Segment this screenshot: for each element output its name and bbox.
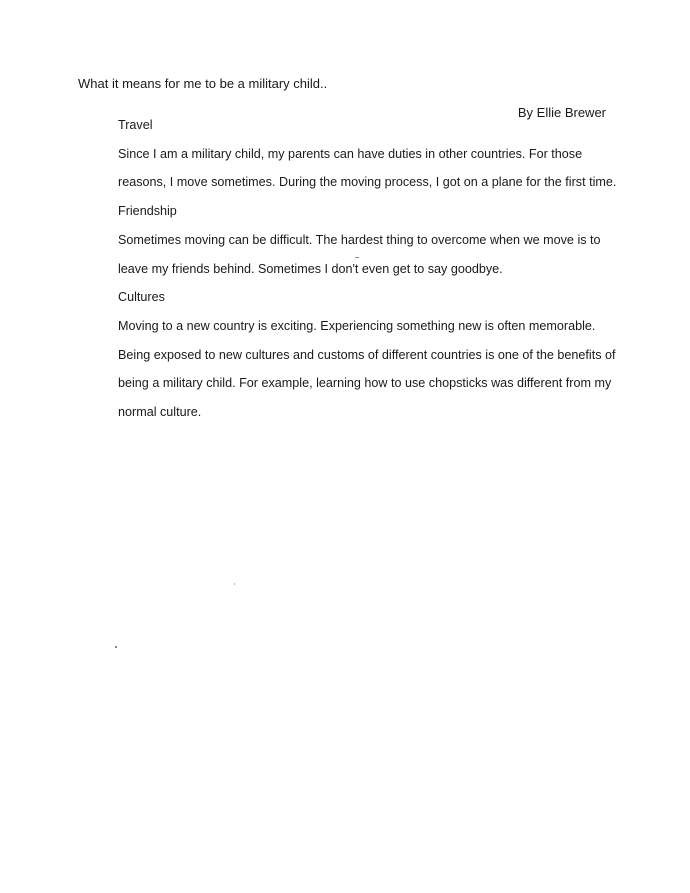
section-paragraph: Since I am a military child, my parents can have duties in other countries. For those reasons, I move sometimes. During the moving process, I got on a plane for the first time.: [118, 146, 617, 190]
document-title: What it means for me to be a military child..: [78, 76, 328, 91]
essay-body: [118, 111, 618, 427]
section-friendship: [118, 197, 618, 283]
section-heading: Cultures: [118, 290, 165, 305]
section-heading: Friendship: [118, 204, 177, 219]
scan-speck: [115, 646, 117, 648]
scan-speck: [234, 583, 235, 585]
author-byline: By Ellie Brewer: [517, 105, 606, 120]
section-travel: [118, 111, 618, 197]
scan-speck: [355, 257, 359, 258]
section-paragraph: Moving to a new country is exciting. Experiencing something new is often memorable. Being exposed to new cultures and customs of different countries is one of the benefits of being a military child. For example, learning how to use chopsticks was different from my normal culture.: [118, 318, 616, 420]
section-cultures: [118, 283, 618, 427]
section-paragraph: Sometimes moving can be difficult. The hardest thing to overcome when we move is to leave my friends behind. Sometimes I don't even get to say goodbye.: [118, 232, 601, 276]
section-heading: Travel: [118, 118, 153, 132]
